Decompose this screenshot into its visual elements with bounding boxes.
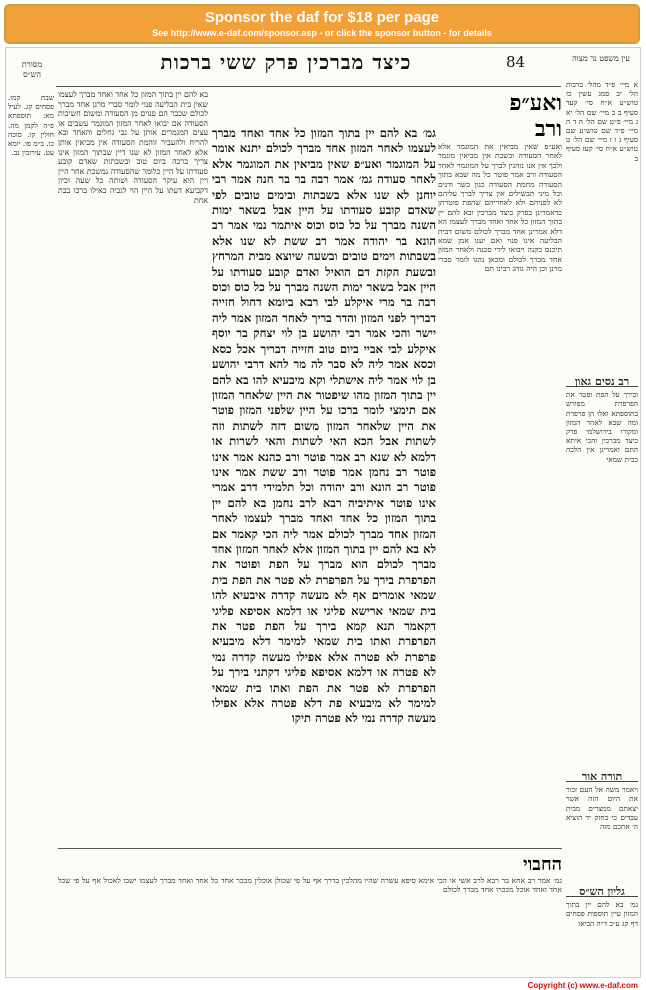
rabbeinu-nissim-box (566, 373, 638, 623)
copyright-link[interactable]: Copyright (c) www.e-daf.com (527, 981, 638, 990)
gilyon-heading: גליון הש״ס (566, 887, 638, 897)
sponsor-banner[interactable] (4, 4, 640, 44)
ein-mishpat-column: א מיי׳ פ״ד מהל׳ ברכות הל׳ יב סמג עשין כז טוש״ע א״ח סי׳ קעד סעיף ב ב מיי׳ שם הל׳ יא ג מיי׳ פ״ט שם הל׳ ה ד ה מיי׳ פ״ד שם טוש״ע שם סעיף ג ו ז מיי׳ שם הל׳ ט טוש״ע א״ח סי׳ קעז סעיף ב (566, 80, 638, 163)
torah-or-heading: תורה אור (566, 772, 638, 782)
sponsor-title[interactable]: Sponsor the daf for $18 per page (204, 9, 440, 26)
gemara-bottom-text: גמ׳ אמר רב אחא בר רבא לרב אשי אי הכי אימא סיפא עשרה שהיו מהלכין בדרך אף על פי שכולן אוכלין מככר אחד כל אחד ואחד מברך לעצמו ישבו לאכול אף על פי שכל אחד ואחד אוכל מככרו אחד מברך לכולם (58, 876, 562, 895)
gilyon-text: גמ׳ בא להם יין בתוך המזון עיין תוספות פסחים דף קג ע״ב ד״ה הביאו (566, 900, 638, 928)
tosafot-headword: ואע״פ (509, 90, 562, 116)
tosafot-column (438, 90, 562, 880)
page-number: 84 (506, 53, 526, 71)
header-rule (56, 86, 561, 87)
gemara-bottom (58, 854, 562, 964)
ein-mishpat-label: עין משפט נר מצוה (572, 54, 630, 63)
mesoret-column: שבת קמו. פסחים קג. לעיל מא: תוספתא פ״ה לקמן מה. חולין קו. סוכה כו. ב״מ פו. יומא עט. עירובין נב. (8, 93, 54, 158)
rabbeinu-nissim-heading: רב נסים גאון (566, 377, 638, 387)
gilyon-box (566, 883, 638, 963)
talmud-page (5, 47, 641, 978)
rav-headword: ורב (534, 116, 562, 142)
rabbeinu-nissim-text: ובירך על הפת ופטר את הפרפרת מפורש בתוספתא ואלו הן פרפרת ומה שבא לאחר המזון ומקורו בירושלמי פרק כיצד מברכין והכי איתא התם ואמרינן אין הלכה כבית שמאי (566, 390, 638, 464)
torah-or-box (566, 768, 638, 858)
bottom-headword: החבוי (522, 854, 562, 875)
running-header: כיצד מברכין פרק ששי ברכות (160, 50, 412, 74)
rashi-column: בא להם יין בתוך המזון כל אחד ואחד מברך לעצמו שאין בית הבליעה פנוי לומר סברי מרנן אחד מברך לכולם שכבר הם פנוים מן הסעודה ומשום חשיבות הסעודה אם יבואו לאחר המזון המוגמר עשבים או עצים המגמרים אותן על גבי גחלים והאחד ובא להריח ולהעביר זוהמת הסעודה אין מביאין אותן אלא לאחר המזון לא שנו דיין שבתוך המזון אינו צריך ברכה ביום טוב ובשבתות שאדם קובע סעודתו על היין כלומר שהסעודה נמשכת אחר היין ויין הוא עיקר הסעודה ושותה כל שעה וכיון דקביעא דעתו על היין הוי לגביה כאילו ברכו בבת אחת (58, 90, 208, 205)
sponsor-subtitle[interactable]: See http://www.e-daf.com/sponsor.asp - or click the sponsor button - for details (152, 28, 492, 38)
tosafot-text: ואע״פ שאין מביאין את המוגמר אלא לאחר הסעודה ובשבת אין מביאין מוגמר ולכך אין אנו נוהגין לברך על המוגמר לאחר הסעודה ורב אמר פוטר כל מה שבא בתוך הסעודה מחמת הסעודה כגון בשר ודגים וכל מיני תבשילים אין צריך לברך עליהם לא לפניהם ולא לאחריהם שהפת פוטרתן כדאמרינן בפרק כיצד מברכין ובא להם יין בתוך המזון כל אחד ואחד מברך לעצמו הא דלא אמרינן אחד מברך לכולם משום דבית הבליעה אינו פנוי ואם יענו אמן שמא תיכנס בקנה ויבואו לידי סכנה ולאחר המזון אחד מברך לכולם ומכאן נהגו לומר סברי מרנן וכן היה נוהג רבינו תם (438, 142, 562, 274)
mesoret-label: מסורת הש״ס (21, 60, 43, 79)
bottom-rule (58, 848, 562, 849)
torah-or-text: ויאמר משה אל העם זכור את היום הזה אשר יצאתם ממצרים מבית עבדים כי בחזק יד הוציא ה׳ אתכם מזה (566, 785, 638, 832)
gemara-main: גמ׳ בא להם יין בתוך המזון כל אחד ואחד מברך לעצמו לאחר המזון אחד מברך לכולם יתנא אומר על המוגמר ואע״פ שאין מביאין את המוגמר אלא לאחר סעודה גמ׳ אמר רבה בר בר חנה אמר רבי יוחנן לא שנו אלא בשבתות ובימים טובים לפי שאדם קובע סעודתו על היין אבל בשאר ימות השנה מברך על כל כוס וכוס איתמר נמי אמר רב הונא בר יהודה אמר רב ששת לא שנו אלא בשבתות וימים טובים ובשעה שיוצא מבית המרחץ ובשעת הקזת דם הואיל ואדם קובע סעודתו על היין אבל בשאר ימות השנה מברך על כל כוס וכוס רבה בר מרי איקלע לבי רבא ביומא דחול חזייה דבריך לפני המזון והדר בריך לאחר המזון אמר ליה יישר והכי אמר רבי יהושע בן לוי יצחק בר יוסף איקלע לבי אביי ביום טוב חזייה דבריך אכל כסא וכסא אמר ליה לא סבר לה מר להא דרבי יהושע בן לוי אמר ליה אישתלי וקא מיבעיא להו בא להם יין בתוך המזון מהו שיפטור את היין שלאחר המזון אם תימצי לומר ברכו על היין שלפני המזון פוטר את היין שלאחר המזון משום דזה לשתות וזה לשתות אבל הכא האי לשתות והאי לשרות או דלמא לא שנא רב אמר פוטר ורב כהנא אמר אינו פוטר רב נחמן אמר פוטר ורב ששת אמר אינו פוטר רב הונא ורב יהודה וכל תלמידי דרב אמרי אינו פוטר איתיביה רבא לרב נחמן בא להם יין בתוך המזון כל אחד ואחד מברך לעצמו לאחר המזון אחד מברך לכולם אמר ליה הכי קאמר אם לא בא להם יין בתוך המזון אלא לאחר המזון אחד מברך לכולם הוא מברך על הפת ופוטר את הפרפרת בירך על הפרפרת לא פטר את הפת בית שמאי אומרים אף לא מעשה קדרה איבעיא להו בית שמאי ארישא פליגי או דלמא אסיפא פליגי דקאמר תנא קמא בירך על הפת פטר את הפרפרת ואתו בית שמאי למימר דלא מיבעיא פרפרת לא פטרה אלא אפילו מעשה קדרה נמי לא פטרה או דלמא אסיפא פליגי דקתני בירך על הפרפרת לא פטר את הפת ואתו בית שמאי למימר לא מיבעיא פת דלא פטרה אלא אפילו מעשה קדרה נמי לא פטרה תיקו (212, 126, 436, 726)
